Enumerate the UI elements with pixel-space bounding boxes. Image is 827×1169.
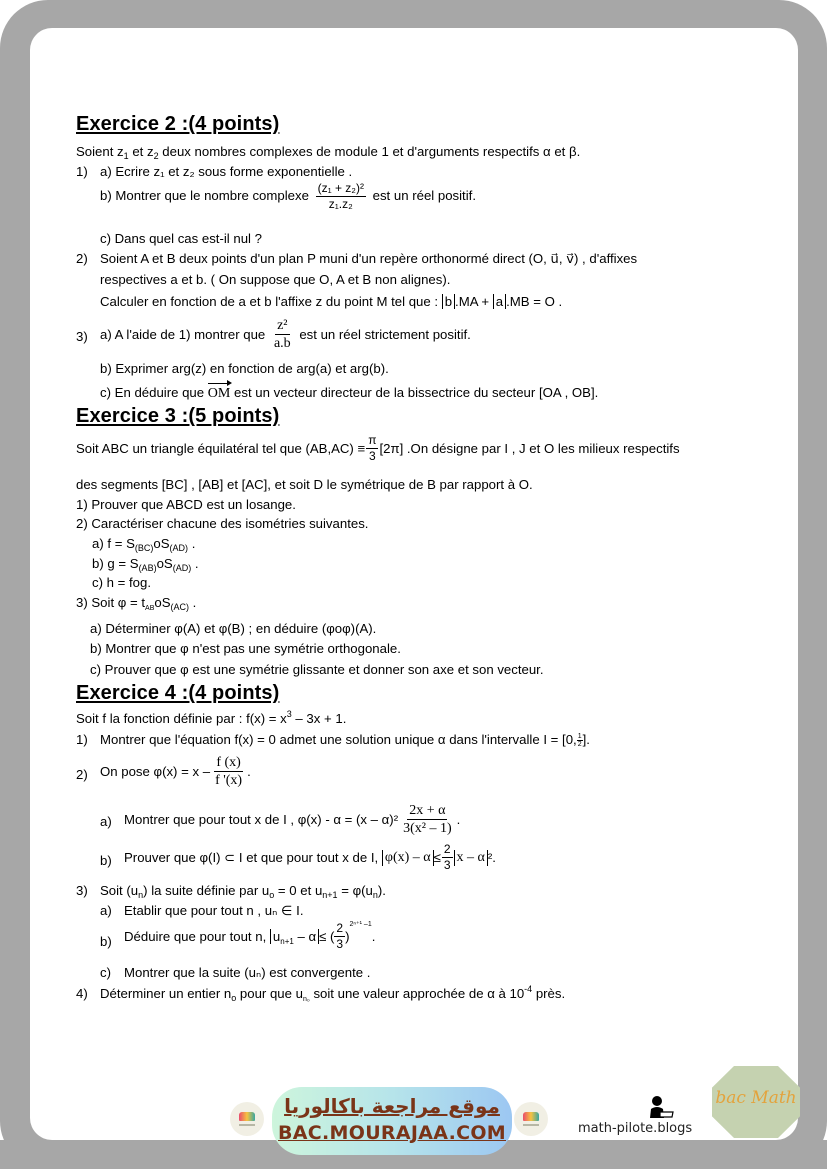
- blog-link[interactable]: math-pilote.blogs: [578, 1121, 693, 1136]
- ex3-q2c: c) h = fog.: [92, 575, 152, 590]
- text: a) A l'aide de 1) montrer que: [100, 327, 266, 343]
- ex3-q3b: b) Montrer que φ n'est pas une symétrie orthogonale.: [90, 641, 401, 656]
- ex2-q3-number: 3): [76, 329, 88, 344]
- text: deux nombres complexes de module 1 et d'arguments respectifs α et β.: [158, 144, 581, 159]
- ex3-q3a: a) Déterminer φ(A) et φ(B) ; en déduire (φoφ)(A).: [90, 621, 377, 636]
- exponent: 2ⁿ⁺¹ –1: [349, 921, 372, 929]
- text: = 0 et u: [274, 883, 323, 898]
- text: ) la suite définie par u: [143, 883, 270, 898]
- subscript: n+1: [322, 890, 338, 900]
- text: Soient z: [76, 144, 124, 159]
- denominator: 3(x² – 1): [403, 821, 452, 837]
- text: Déterminer un entier n: [100, 986, 232, 1001]
- text: oS: [154, 595, 171, 610]
- ex2-q3a: [100, 318, 471, 352]
- numerator: 2x + α: [407, 803, 447, 820]
- ex3-intro-line2: des segments [BC] , [AB] et [AC], et soit D le symétrique de B par rapport à O.: [76, 477, 533, 492]
- text: .: [247, 764, 251, 780]
- text: .: [189, 595, 197, 610]
- text: Soit (u: [100, 883, 139, 898]
- vector-om: OM: [207, 386, 231, 401]
- subscript: (AB): [138, 563, 157, 573]
- text: ².: [487, 850, 496, 866]
- ex2-q1a: a) Ecrire z₁ et z₂ sous forme exponentielle .: [100, 164, 353, 179]
- fraction-phi: [213, 755, 244, 789]
- text: Prouver que φ(I) ⊂ I et que pour tout x de I,: [124, 850, 379, 866]
- ex3-intro: [76, 434, 680, 463]
- ex4-intro: [76, 711, 346, 726]
- site-logo-left: [230, 1102, 264, 1136]
- text: = φ(u: [337, 883, 373, 898]
- subscript: o: [231, 993, 237, 1003]
- text: est un réel strictement positif.: [299, 327, 471, 343]
- ex3-q2a: [92, 536, 195, 551]
- ex2-q1c: c) Dans quel cas est-il nul ?: [100, 231, 262, 246]
- numerator: π: [366, 434, 378, 449]
- modulus-b: b: [442, 294, 455, 309]
- ex2-q3c: [100, 385, 598, 402]
- ex4-q3a-label: a): [100, 903, 112, 918]
- ex4-q2-number: 2): [76, 767, 88, 782]
- text: est un réel positif.: [372, 188, 476, 204]
- text: b) Montrer que le nombre complexe: [100, 188, 309, 204]
- subscript: AB: [145, 605, 155, 612]
- ex3-q1: 1) Prouver que ABCD est un losange.: [76, 497, 296, 512]
- ex4-q3: [100, 883, 386, 898]
- absolute-value: x – α: [454, 850, 488, 866]
- denominator: z₁.z₂: [328, 197, 353, 212]
- ex4-q3-number: 3): [76, 883, 88, 898]
- ex4-q4-number: 4): [76, 986, 88, 1001]
- ex2-q2-number: 2): [76, 251, 88, 266]
- exercise-2-title: Exercice 2 :(4 points): [76, 113, 280, 135]
- numerator: 2: [334, 922, 345, 937]
- fraction-two-thirds: [442, 843, 453, 872]
- site-logo-right: [514, 1102, 548, 1136]
- ex3-q3c: c) Prouver que φ est une symétrie glissante et donner son axe et son vecteur.: [90, 662, 544, 677]
- text: soit une valeur approchée de α à 10: [309, 986, 525, 1001]
- text: ≤: [433, 850, 441, 866]
- text: .: [191, 556, 199, 571]
- ex2-q2-line2: respectives a et b. ( On suppose que O, A et B non alignes).: [100, 272, 451, 287]
- ex2-q2-line1: Soient A et B deux points d'un plan P muni d'un repère orthonormé direct (O, u⃗, v⃗) , d'affixes: [100, 251, 638, 266]
- ex4-q2b-label: b): [100, 853, 112, 868]
- ex2-q2-line3: [100, 294, 562, 309]
- ex4-q3c-label: c): [100, 965, 111, 980]
- ex4-q4: [100, 986, 565, 1001]
- subscript: 1: [123, 151, 129, 161]
- subscript: n: [138, 890, 144, 900]
- text: = O .: [529, 294, 563, 309]
- vector-ma: .MA: [455, 294, 478, 309]
- text: 3) Soit φ = t: [76, 595, 146, 610]
- text: .: [456, 812, 461, 828]
- text: .: [188, 536, 196, 551]
- ex4-q3b-label: b): [100, 934, 112, 949]
- ex3-q2b: [92, 556, 199, 571]
- denominator: a.b: [273, 336, 291, 352]
- ex4-q3c: Montrer que la suite (uₙ) est convergente .: [124, 965, 371, 980]
- numerator: (z₁ + z₂)²: [316, 182, 366, 197]
- text: [2π] .On désigne par I , J et O les milieux respectifs: [379, 441, 680, 457]
- numerator: z²: [275, 318, 289, 335]
- ex2-q1b: [100, 182, 476, 211]
- text: est un vecteur directeur de la bissectrice du secteur [OA , OB].: [234, 385, 599, 400]
- text: b) g = S: [92, 556, 139, 571]
- fraction: [272, 318, 293, 352]
- subscript: (AD): [169, 543, 189, 553]
- text: – α: [293, 929, 317, 945]
- subscript: n: [372, 890, 378, 900]
- denominator: 3: [368, 449, 376, 464]
- text: Soit f la fonction définie par : f(x) = x: [76, 711, 287, 726]
- text: oS: [153, 536, 170, 551]
- superscript: -4: [524, 984, 533, 994]
- ex4-q2a: [124, 803, 460, 837]
- denominator: 3: [336, 937, 344, 952]
- exercise-4-title: Exercice 4 :(4 points): [76, 682, 280, 704]
- fraction: [316, 182, 366, 211]
- modulus-a: a: [493, 294, 506, 309]
- text: .: [371, 929, 376, 945]
- text: On pose φ(x) = x –: [100, 764, 211, 780]
- book-icon: [523, 1112, 539, 1121]
- subscript: (BC): [134, 543, 154, 553]
- ex4-q2: [100, 755, 251, 789]
- text: Montrer que l'équation f(x) = 0 admet une solution unique α dans l'intervalle I = [0,: [100, 732, 577, 747]
- ex2-q3b: b) Exprimer arg(z) en fonction de arg(a) et arg(b).: [100, 361, 389, 376]
- text: a) f = S: [92, 536, 135, 551]
- ex3-q3: [76, 595, 196, 610]
- superscript: 3: [286, 709, 292, 719]
- numerator: f (x): [214, 755, 243, 772]
- text: ≤ (: [319, 929, 335, 945]
- text: ): [345, 929, 350, 945]
- reader-icon: [648, 1095, 674, 1119]
- logo-caption: [523, 1124, 539, 1126]
- vector-mb: .MB: [506, 294, 530, 309]
- text: – 3x + 1.: [291, 711, 347, 726]
- book-icon: [239, 1112, 255, 1121]
- text: Montrer que pour tout x de I , φ(x) - α = (x – α)²: [124, 812, 399, 828]
- subscript: (AC): [170, 602, 190, 612]
- subscript: n₀: [302, 996, 310, 1003]
- fraction: [401, 803, 454, 837]
- ex3-q2: 2) Caractériser chacune des isométries suivantes.: [76, 516, 369, 531]
- subscript: (AD): [172, 563, 192, 573]
- fraction-pi-3: [366, 434, 378, 463]
- exercise-3-title: Exercice 3 :(5 points): [76, 405, 280, 427]
- ex2-intro: [76, 144, 580, 159]
- text: oS: [156, 556, 173, 571]
- text: près.: [532, 986, 566, 1001]
- text: ).: [377, 883, 386, 898]
- ex4-q3b: [124, 922, 375, 951]
- text: Soit ABC un triangle équilatéral tel que (AB,AC) ≡: [76, 441, 366, 457]
- numerator: 2: [442, 843, 453, 858]
- numerator: 1: [577, 733, 582, 741]
- text: +: [477, 294, 493, 309]
- bacmath-badge-text: bac Math: [715, 1088, 797, 1108]
- banner-arabic-text[interactable]: موقع مراجعة باكالوريا: [284, 1094, 500, 1118]
- absolute-value: φ(x) – α: [382, 850, 434, 866]
- fraction-two-thirds: [334, 922, 345, 951]
- text: Calculer en fonction de a et b l'affixe z du point M tel que :: [100, 294, 439, 309]
- denominator: 2: [577, 741, 582, 749]
- ex4-q2a-label: a): [100, 814, 112, 829]
- denominator: f '(x): [215, 773, 243, 789]
- subscript: o: [269, 890, 275, 900]
- ex2-q1-number: 1): [76, 164, 88, 179]
- banner-url-link[interactable]: BAC.MOURAJAA.COM: [277, 1122, 507, 1144]
- subscript: n+1: [280, 937, 294, 947]
- logo-caption: [239, 1124, 255, 1126]
- subscript: 2: [153, 151, 159, 161]
- text: pour que u: [236, 986, 303, 1001]
- ex4-q3a: Etablir que pour tout n , uₙ ∈ I.: [124, 903, 304, 918]
- text: ].: [582, 732, 590, 747]
- text: et z: [128, 144, 154, 159]
- text: c) En déduire que: [100, 385, 205, 400]
- denominator: 3: [443, 858, 451, 873]
- ex4-q1-number: 1): [76, 732, 88, 747]
- text: Déduire que pour tout n,: [124, 929, 267, 945]
- text: u: [272, 929, 281, 945]
- ex4-q1: [100, 732, 590, 748]
- ex4-q2b: [124, 843, 496, 872]
- absolute-value: [270, 929, 319, 947]
